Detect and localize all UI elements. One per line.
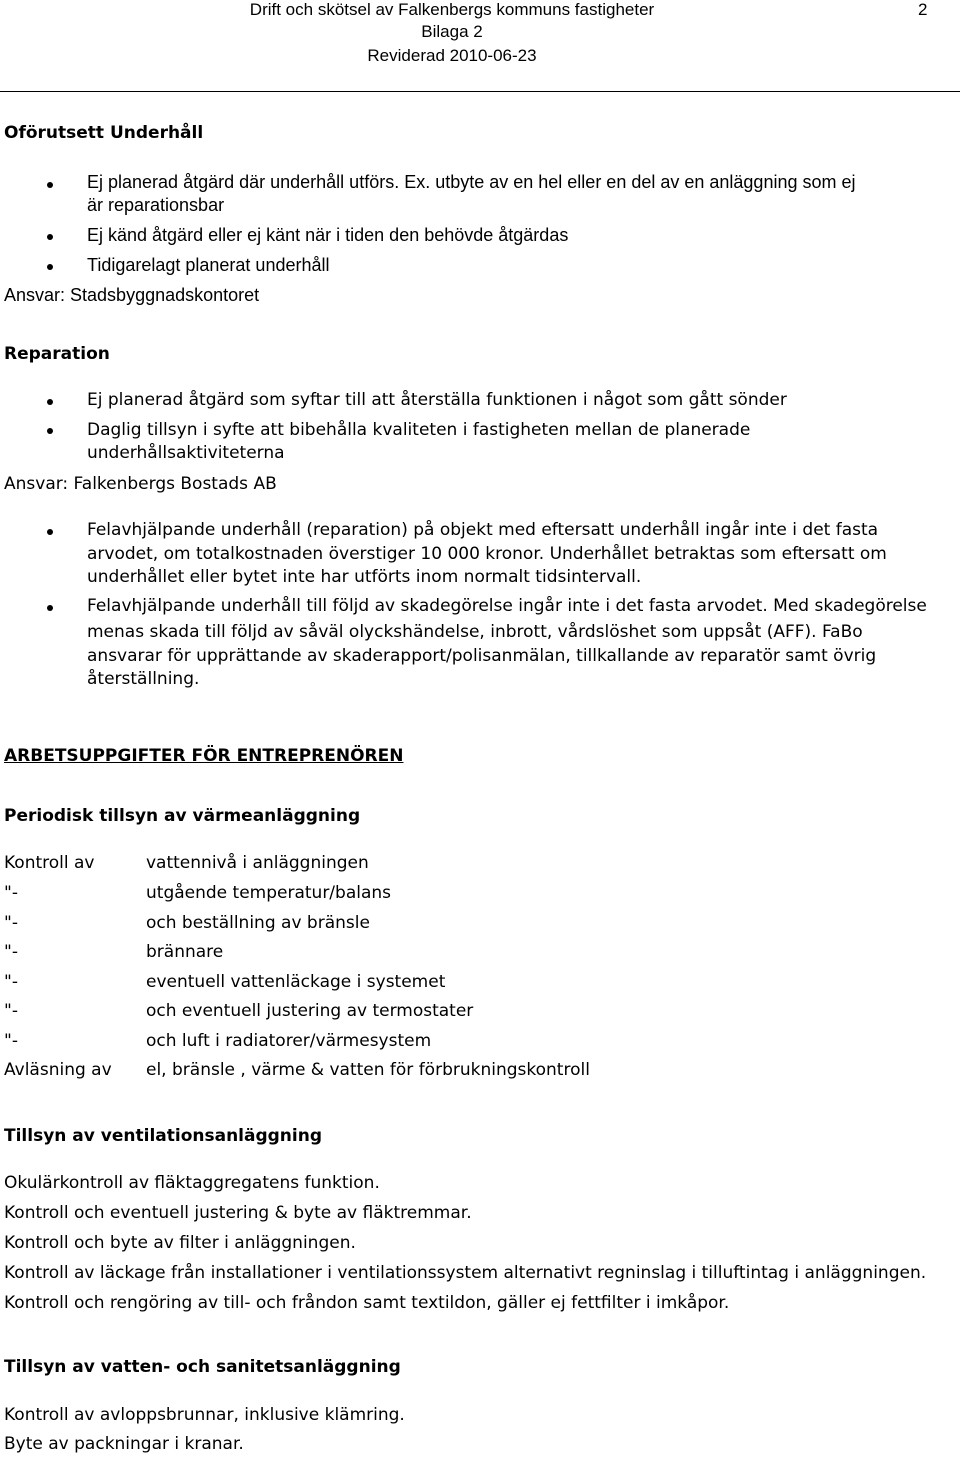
repair-note-2-line-4: återställning. <box>87 669 200 689</box>
heating-row-text: och luft i radiatorer/värmesystem <box>146 1031 432 1051</box>
heating-row-text: vattennivå i anläggningen <box>146 853 369 873</box>
bullet-icon <box>47 428 53 434</box>
ventilation-line: Kontroll och eventuell justering & byte av fläktremmar. <box>4 1203 472 1223</box>
heating-row-label: "- <box>4 972 18 992</box>
repair-bullet-2-line-1: Daglig tillsyn i syfte att bibehålla kvaliteten i fastigheten mellan de planerade <box>87 420 751 440</box>
repair-note-2-line-1: Felavhjälpande underhåll till följd av skadegörelse ingår inte i det fasta arvodet. Med skadegörelse <box>87 596 927 616</box>
heating-row-label: "- <box>4 913 18 933</box>
unplanned-bullet-1: Ej planerad åtgärd där underhåll utförs. Ex. utbyte av en hel eller en del av en anläggning som ej <box>87 172 856 192</box>
heating-row-text: eventuell vattenläckage i systemet <box>146 972 446 992</box>
repair-note-1-line-3: underhållet eller bytet inte har utförts inom normalt tidsintervall. <box>87 567 642 587</box>
bullet-icon <box>47 529 53 535</box>
bullet-icon <box>47 182 53 188</box>
repair-bullet-2-line-2: underhållsaktiviteterna <box>87 443 285 463</box>
bullet-icon <box>47 605 53 611</box>
repair-note-1-line-1: Felavhjälpande underhåll (reparation) på objekt med eftersatt underhåll ingår inte i det fasta <box>87 520 879 540</box>
ventilation-line: Kontroll och rengöring av till- och fråndon samt textildon, gäller ej fettfilter i imkåpor. <box>4 1293 730 1313</box>
heating-heading: Periodisk tillsyn av värmeanläggning <box>4 806 361 826</box>
header-revised: Reviderad 2010-06-23 <box>367 46 537 65</box>
ventilation-line: Kontroll av läckage från installationer i ventilationssystem alternativt regninslag i tilluftintag i anläggningen. <box>4 1263 927 1283</box>
unplanned-bullet-2: Ej känd åtgärd eller ej känt när i tiden den behövde åtgärdas <box>87 225 569 245</box>
ventilation-heading: Tillsyn av ventilationsanläggning <box>4 1126 323 1146</box>
heating-row-text: el, bränsle , värme & vatten för förbrukningskontroll <box>146 1060 590 1080</box>
heating-row-label: "- <box>4 883 18 903</box>
unplanned-bullet-1-cont: är reparationsbar <box>87 195 225 215</box>
heating-row-text: brännare <box>146 942 224 962</box>
page-number: 2 <box>918 0 928 19</box>
heating-row-label: "- <box>4 942 18 962</box>
repair-note-1-line-2: arvodet, om totalkostnaden överstiger 10 000 kronor. Underhållet betraktas som eftersatt om <box>87 544 887 564</box>
ventilation-line: Kontroll och byte av filter i anläggningen. <box>4 1233 356 1253</box>
bullet-icon <box>47 234 53 240</box>
section-heading-repair: Reparation <box>4 344 110 364</box>
heating-row-text: och eventuell justering av termostater <box>146 1001 474 1021</box>
header-title: Drift och skötsel av Falkenbergs kommuns fastigheter <box>249 0 655 19</box>
heating-row-label: Kontroll av <box>4 853 95 873</box>
contractor-tasks-heading: ARBETSUPPGIFTER FÖR ENTREPRENÖREN <box>4 746 404 766</box>
unplanned-responsible: Ansvar: Stadsbyggnadskontoret <box>4 285 260 305</box>
bullet-icon <box>47 264 53 270</box>
water-sanitary-heading: Tillsyn av vatten- och sanitetsanläggning <box>4 1357 401 1377</box>
section-heading-unplanned: Oförutsett Underhåll <box>4 123 204 143</box>
heating-row-label: "- <box>4 1031 18 1051</box>
water-sanitary-line: Kontroll av avloppsbrunnar, inklusive klämring. <box>4 1405 405 1425</box>
heating-row-text: och beställning av bränsle <box>146 913 370 933</box>
repair-note-2-line-3: ansvarar för upprättande av skaderapport/polisanmälan, tillkallande av reparatör samt övrig <box>87 646 877 666</box>
water-sanitary-line: Byte av packningar i kranar. <box>4 1434 244 1454</box>
header-divider <box>0 91 960 92</box>
heating-row-label: Avläsning av <box>4 1060 112 1080</box>
repair-bullet-1: Ej planerad åtgärd som syftar till att återställa funktionen i något som gått sönder <box>87 390 787 410</box>
header-appendix: Bilaga 2 <box>421 22 483 41</box>
repair-note-2-line-2: menas skada till följd av såväl olyckshändelse, inbrott, vårdslöshet som uppsåt (AFF). FaBo <box>87 622 863 642</box>
ventilation-line: Okulärkontroll av fläktaggregatens funktion. <box>4 1173 380 1193</box>
bullet-icon <box>47 399 53 405</box>
unplanned-bullet-3: Tidigarelagt planerat underhåll <box>87 255 330 275</box>
heating-row-text: utgående temperatur/balans <box>146 883 392 903</box>
repair-responsible: Ansvar: Falkenbergs Bostads AB <box>4 474 277 494</box>
heating-row-label: "- <box>4 1001 18 1021</box>
